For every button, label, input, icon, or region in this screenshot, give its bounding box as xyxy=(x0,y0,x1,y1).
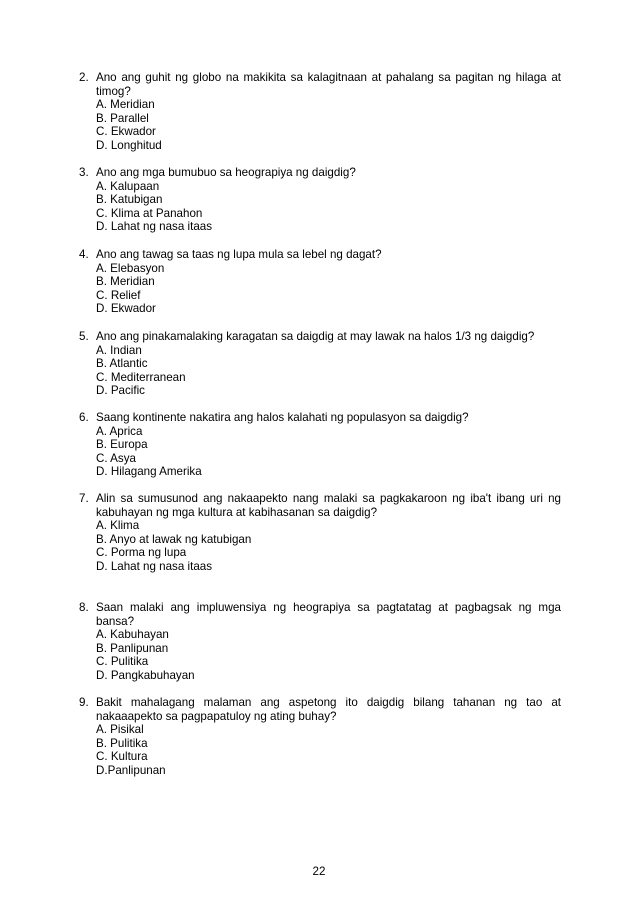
answer-option: D. Lahat ng nasa itaas xyxy=(96,559,213,573)
question-number: 2. xyxy=(79,71,89,84)
question-number: 3. xyxy=(79,166,89,179)
question-7 xyxy=(79,492,561,574)
answer-option: D. Ekwador xyxy=(96,302,156,316)
question-stem: Saang kontinente nakatira ang halos kalahati ng populasyon sa daigdig? xyxy=(96,411,469,424)
question-stem: Ano ang tawag sa taas ng lupa mula sa lebel ng dagat? xyxy=(96,248,382,261)
answer-option: C. Klima at Panahon xyxy=(96,206,203,220)
answer-option: D. Longhitud xyxy=(96,138,162,152)
answer-option: D. Pangkabuhayan xyxy=(96,668,195,682)
answer-option: A. Aprica xyxy=(96,424,143,438)
question-5 xyxy=(79,330,561,398)
answer-option: B. Atlantic xyxy=(96,357,148,371)
answer-option: D. Lahat ng nasa itaas xyxy=(96,220,213,234)
answer-option: B. Pulitika xyxy=(96,736,148,750)
answer-option: A. Pisikal xyxy=(96,723,144,737)
answer-option: B. Parallel xyxy=(96,111,149,125)
question-number: 6. xyxy=(79,411,89,424)
question-number: 9. xyxy=(79,696,89,709)
answer-option: D.Panlipunan xyxy=(96,763,166,777)
answer-option: C. Pulitika xyxy=(96,655,149,669)
answer-option: C. Kultura xyxy=(96,750,148,764)
question-9 xyxy=(79,696,561,778)
answer-option: B. Katubigan xyxy=(96,193,163,207)
question-stem: Ano ang mga bumubuo sa heograpiya ng daigdig? xyxy=(96,166,356,179)
question-4 xyxy=(79,248,561,316)
answer-option: C. Relief xyxy=(96,288,141,302)
page-number: 22 xyxy=(312,865,326,878)
answer-option: B. Panlipunan xyxy=(96,641,169,655)
question-6 xyxy=(79,411,561,479)
question-stem: Saan malaki ang impluwensiya ng heograpiya sa pagtatatag at pagbagsak ng mga bansa? xyxy=(96,601,561,628)
question-3 xyxy=(79,166,561,234)
question-number: 4. xyxy=(79,248,89,261)
question-stem: Bakit mahalagang malaman ang aspetong ito daigdig bilang tahanan ng tao at nakaaapekto sa pagpapatuloy ng ating buhay? xyxy=(96,696,561,723)
question-stem: Ano ang guhit ng globo na makikita sa kalagitnaan at pahalang sa pagitan ng hilaga at timog? xyxy=(96,71,561,98)
question-stem: Alin sa sumusunod ang nakaapekto nang malaki sa pagkakaroon ng iba't ibang uri ng kabuhayan ng mga kultura at kabihasanan sa daigdig? xyxy=(96,492,561,519)
answer-option: A. Elebasyon xyxy=(96,261,165,275)
answer-option: D. Pacific xyxy=(96,384,145,398)
answer-option: A. Meridian xyxy=(96,98,155,112)
answer-option: A. Kalupaan xyxy=(96,179,160,193)
question-stem: Ano ang pinakamalaking karagatan sa daigdig at may lawak na halos 1/3 ng daigdig? xyxy=(96,330,535,343)
answer-option: A. Indian xyxy=(96,343,142,357)
answer-option: B. Europa xyxy=(96,438,148,452)
question-number: 5. xyxy=(79,330,89,343)
answer-option: C. Asya xyxy=(96,451,136,465)
answer-option: C. Ekwador xyxy=(96,125,156,139)
answer-option: B. Meridian xyxy=(96,275,155,289)
question-number: 7. xyxy=(79,492,89,505)
answer-option: D. Hilagang Amerika xyxy=(96,465,202,479)
question-2 xyxy=(79,71,561,153)
answer-option: A. Klima xyxy=(96,519,140,533)
answer-option: B. Anyo at lawak ng katubigan xyxy=(96,532,252,546)
answer-option: C. Mediterranean xyxy=(96,370,186,384)
question-8 xyxy=(79,601,561,683)
answer-option: C. Porma ng lupa xyxy=(96,546,187,560)
answer-option: A. Kabuhayan xyxy=(96,628,169,642)
question-number: 8. xyxy=(79,601,89,614)
